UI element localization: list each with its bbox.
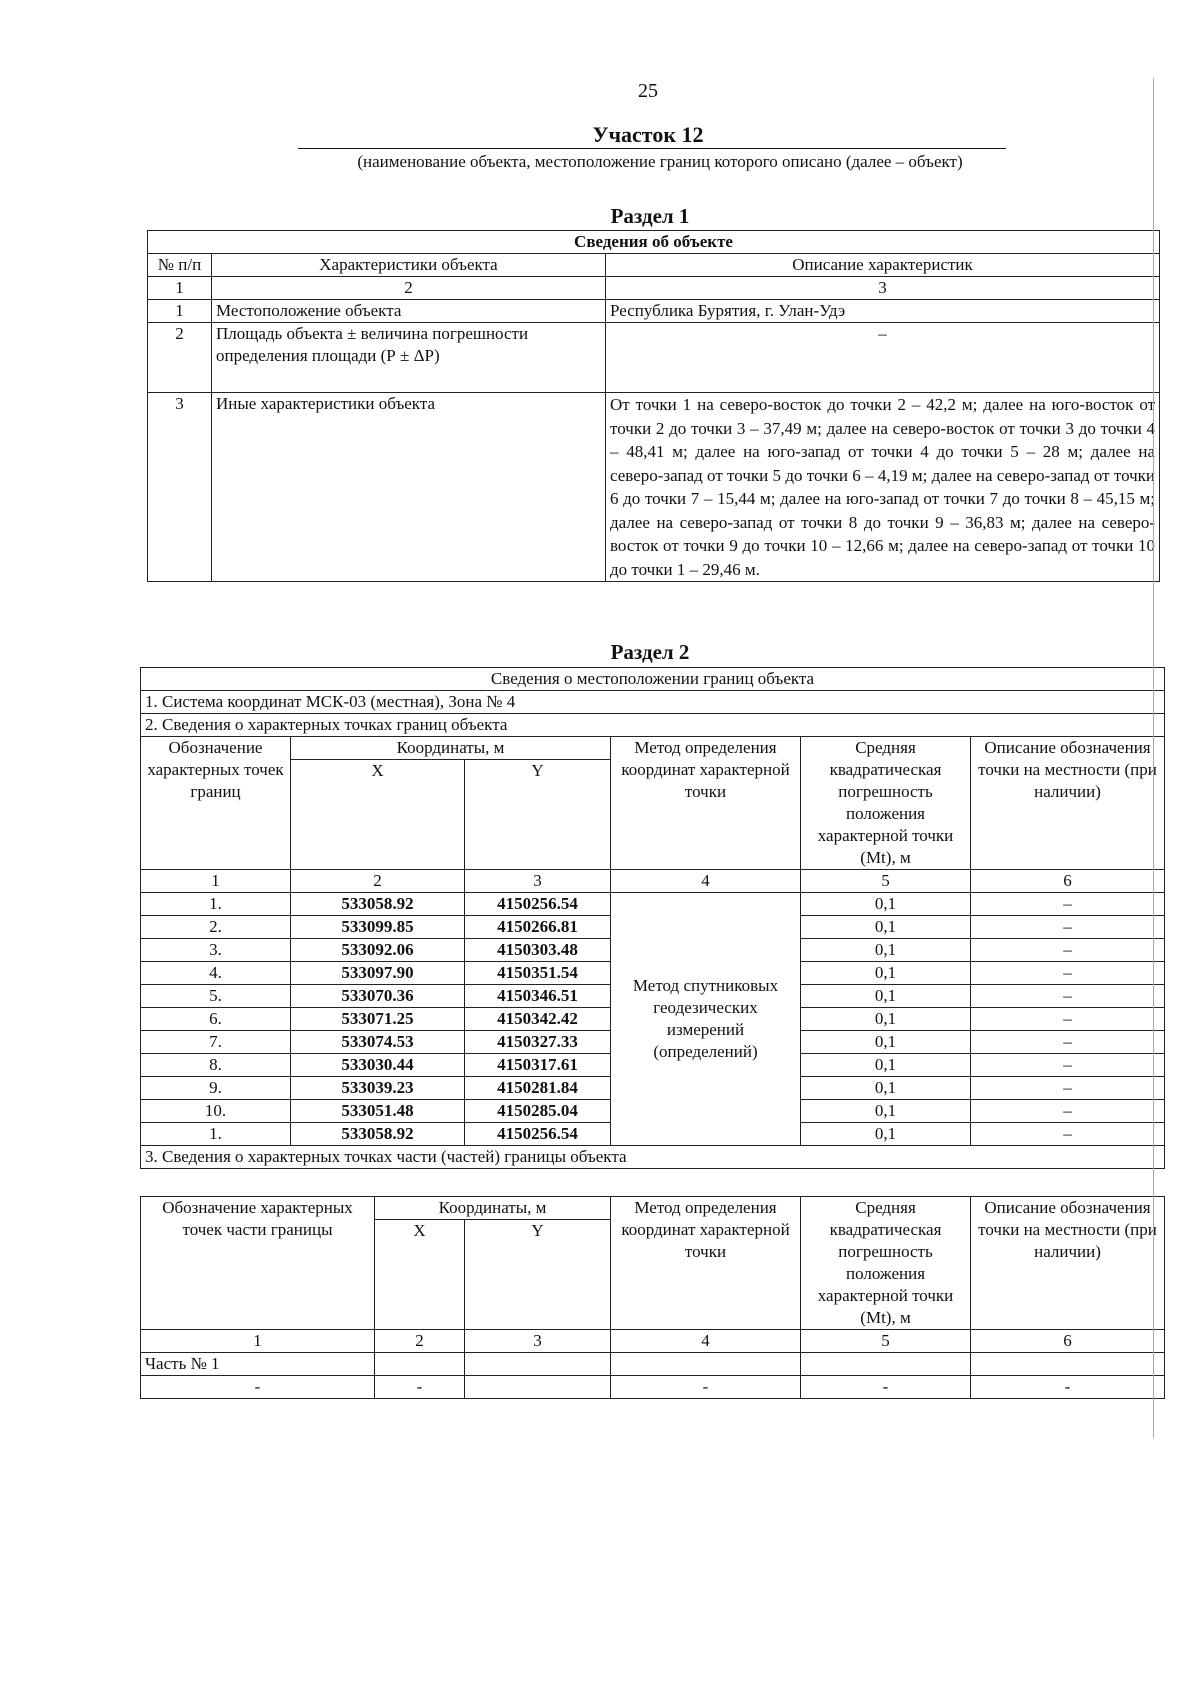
point-x: 533074.53 [291, 1031, 465, 1054]
point-y: 4150303.48 [465, 939, 611, 962]
parts-heading: 3. Сведения о характерных точках части (частей) границы объекта [141, 1146, 1165, 1169]
point-x: 533030.44 [291, 1054, 465, 1077]
page-number: 25 [638, 80, 658, 102]
object-title: Участок 12 [592, 122, 704, 147]
part-cell: - [611, 1376, 801, 1399]
point-x: 533070.36 [291, 985, 465, 1008]
point-id: 8. [141, 1054, 291, 1077]
column-number: 3 [465, 1330, 611, 1353]
object-info-table [147, 230, 1160, 582]
point-description: – [971, 939, 1165, 962]
column-header: Описание характеристик [606, 254, 1160, 277]
point-id: 1. [141, 893, 291, 916]
column-number: 2 [212, 277, 606, 300]
point-mt: 0,1 [801, 1031, 971, 1054]
column-header: Описание обозначения точки на местности (при наличии) [971, 737, 1165, 870]
section1-heading: Раздел 1 [610, 204, 690, 228]
point-mt: 0,1 [801, 1100, 971, 1123]
part-cell [465, 1376, 611, 1399]
point-mt: 0,1 [801, 893, 971, 916]
column-number: 1 [148, 277, 212, 300]
characteristic-value: Республика Бурятия, г. Улан-Удэ [606, 300, 1160, 323]
point-mt: 0,1 [801, 962, 971, 985]
boundary-parts-table [140, 1196, 1165, 1399]
point-description: – [971, 1123, 1165, 1146]
table-row [148, 323, 1160, 393]
column-header-x: X [291, 760, 465, 870]
point-id: 6. [141, 1008, 291, 1031]
column-number: 6 [971, 870, 1165, 893]
characteristic-value: – [606, 323, 1160, 393]
point-x: 533099.85 [291, 916, 465, 939]
column-header-y: Y [465, 1220, 611, 1330]
point-id: 2. [141, 916, 291, 939]
column-header: Координаты, м [291, 737, 611, 760]
point-y: 4150346.51 [465, 985, 611, 1008]
point-x: 533071.25 [291, 1008, 465, 1031]
point-id: 5. [141, 985, 291, 1008]
column-header: Средняя квадратическая погрешность положения характерной точки (Mt), м [801, 737, 971, 870]
row-number: 3 [148, 393, 212, 582]
column-header: № п/п [148, 254, 212, 277]
column-number: 2 [291, 870, 465, 893]
characteristic-name: Иные характеристики объекта [212, 393, 606, 582]
part-cell: - [801, 1376, 971, 1399]
point-id: 1. [141, 1123, 291, 1146]
point-y: 4150285.04 [465, 1100, 611, 1123]
section2-heading: Раздел 2 [610, 640, 690, 664]
point-x: 533039.23 [291, 1077, 465, 1100]
table-title: Сведения о местоположении границ объекта [141, 668, 1165, 691]
point-description: – [971, 1100, 1165, 1123]
point-mt: 0,1 [801, 1008, 971, 1031]
point-description: – [971, 916, 1165, 939]
point-mt: 0,1 [801, 916, 971, 939]
point-mt: 0,1 [801, 985, 971, 1008]
part-cell: - [971, 1376, 1165, 1399]
table-row [148, 300, 1160, 323]
column-number: 6 [971, 1330, 1165, 1353]
column-header: Координаты, м [375, 1197, 611, 1220]
point-description: – [971, 962, 1165, 985]
point-y: 4150317.61 [465, 1054, 611, 1077]
point-y: 4150256.54 [465, 1123, 611, 1146]
point-y: 4150256.54 [465, 893, 611, 916]
point-mt: 0,1 [801, 1054, 971, 1077]
point-y: 4150327.33 [465, 1031, 611, 1054]
column-header: Характеристики объекта [212, 254, 606, 277]
characteristic-name: Площадь объекта ± величина погрешности определения площади (Р ± ΔР) [212, 323, 606, 393]
point-x: 533058.92 [291, 893, 465, 916]
point-id: 9. [141, 1077, 291, 1100]
row-number: 1 [148, 300, 212, 323]
column-number: 1 [141, 870, 291, 893]
point-y: 4150342.42 [465, 1008, 611, 1031]
point-id: 4. [141, 962, 291, 985]
points-heading: 2. Сведения о характерных точках границ объекта [141, 714, 1165, 737]
column-header: Описание обозначения точки на местности (при наличии) [971, 1197, 1165, 1330]
column-number: 3 [606, 277, 1160, 300]
column-header-y: Y [465, 760, 611, 870]
characteristic-value: От точки 1 на северо-восток до точки 2 – 42,2 м; далее на юго-восток от точки 2 до точки 3 – 37,49 м; далее на северо-восток от точки 3 до точки 4 – 48,41 м; далее на юго-запад от точки 4 до точки 5 – 28 м; далее на северо-запад от точки 5 до точки 6 – 4,19 м; далее на северо-запад от точки 6 до точки 7 – 15,44 м; далее на юго-запад от точки 7 до точки 8 – 45,15 м; далее на северо-запад от точки 8 до точки 9 – 36,83 м; далее на северо-восток от точки 9 до точки 10 – 12,66 м; далее на северо-запад от точки 10 до точки 1 – 29,46 м. [606, 393, 1160, 582]
characteristic-name: Местоположение объекта [212, 300, 606, 323]
point-description: – [971, 1077, 1165, 1100]
title-underline [298, 148, 1006, 149]
object-caption: (наименование объекта, местоположение границ которого описано (далее – объект) [357, 152, 963, 171]
column-header: Обозначение характерных точек границ [141, 737, 291, 870]
point-y: 4150266.81 [465, 916, 611, 939]
part-cell: - [375, 1376, 465, 1399]
column-header-x: X [375, 1220, 465, 1330]
table-row [141, 893, 1165, 916]
part-label: Часть № 1 [141, 1353, 375, 1376]
point-x: 533097.90 [291, 962, 465, 985]
boundary-points-table [140, 667, 1165, 1169]
column-header: Обозначение характерных точек части границы [141, 1197, 375, 1330]
column-number: 3 [465, 870, 611, 893]
point-description: – [971, 1008, 1165, 1031]
part-cell: - [141, 1376, 375, 1399]
point-id: 7. [141, 1031, 291, 1054]
point-id: 3. [141, 939, 291, 962]
point-y: 4150351.54 [465, 962, 611, 985]
point-x: 533092.06 [291, 939, 465, 962]
row-number: 2 [148, 323, 212, 393]
point-mt: 0,1 [801, 939, 971, 962]
point-description: – [971, 1031, 1165, 1054]
point-description: – [971, 1054, 1165, 1077]
column-header: Метод определения координат характерной точки [611, 1197, 801, 1330]
table-row [148, 393, 1160, 582]
point-y: 4150281.84 [465, 1077, 611, 1100]
table-row [141, 1376, 1165, 1399]
point-x: 533058.92 [291, 1123, 465, 1146]
point-x: 533051.48 [291, 1100, 465, 1123]
scan-edge-line [1153, 78, 1154, 1438]
column-header: Средняя квадратическая погрешность положения характерной точки (Mt), м [801, 1197, 971, 1330]
point-id: 10. [141, 1100, 291, 1123]
point-description: – [971, 985, 1165, 1008]
column-number: 2 [375, 1330, 465, 1353]
column-number: 5 [801, 1330, 971, 1353]
method-cell: Метод спутниковых геодезических измерений (определений) [611, 893, 801, 1146]
column-number: 1 [141, 1330, 375, 1353]
column-header: Метод определения координат характерной точки [611, 737, 801, 870]
point-description: – [971, 893, 1165, 916]
point-mt: 0,1 [801, 1077, 971, 1100]
coordinate-system: 1. Система координат МСК-03 (местная), Зона № 4 [141, 691, 1165, 714]
point-mt: 0,1 [801, 1123, 971, 1146]
table-title: Сведения об объекте [148, 231, 1160, 254]
column-number: 5 [801, 870, 971, 893]
column-number: 4 [611, 870, 801, 893]
column-number: 4 [611, 1330, 801, 1353]
